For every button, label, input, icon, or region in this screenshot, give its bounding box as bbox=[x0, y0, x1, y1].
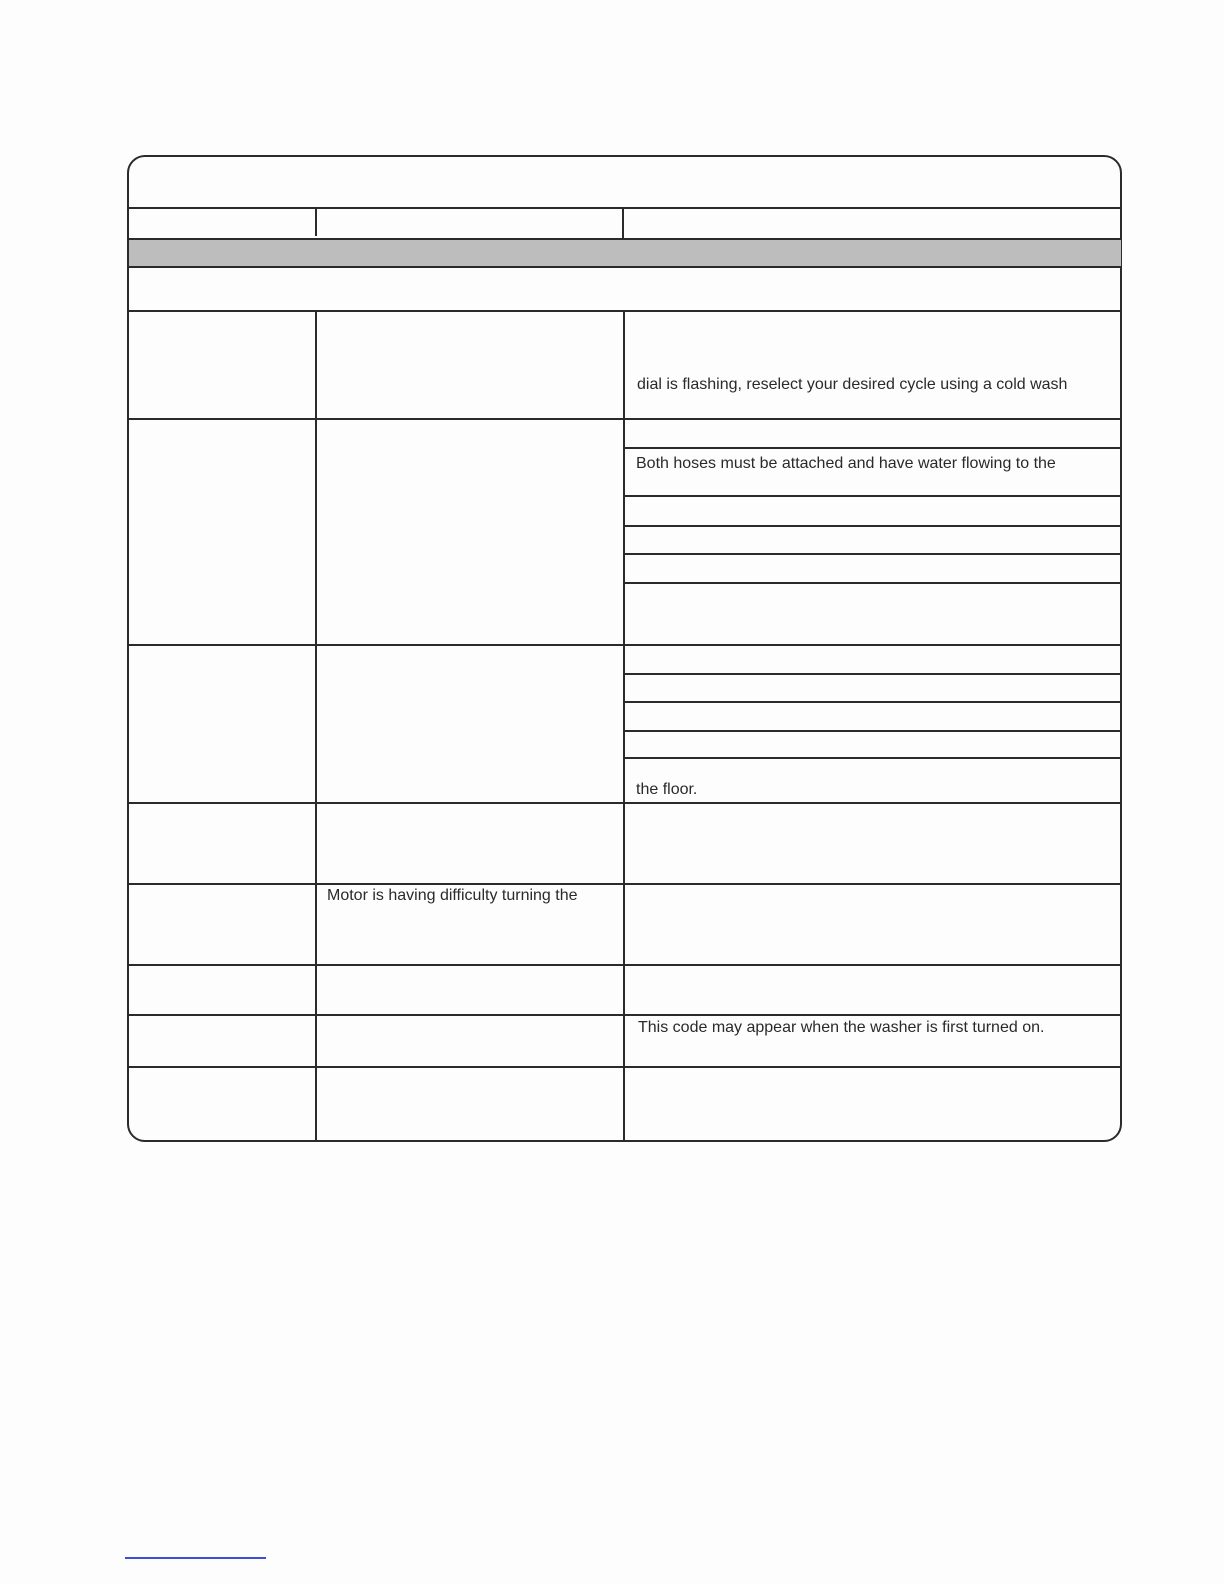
row-divider bbox=[129, 964, 1121, 966]
sub-row-divider bbox=[625, 525, 1121, 527]
row-divider bbox=[129, 644, 1121, 646]
row-divider bbox=[129, 1014, 1121, 1016]
sub-row-divider bbox=[625, 673, 1121, 675]
cause-text: Motor is having difficulty turning the bbox=[327, 887, 578, 904]
row-divider bbox=[129, 418, 1121, 420]
section-band-divider bbox=[129, 266, 1121, 268]
solution-text: the floor. bbox=[636, 781, 698, 798]
column-divider bbox=[315, 311, 317, 1141]
solution-text: Both hoses must be attached and have water flowing to the bbox=[636, 455, 1056, 472]
section-band bbox=[129, 240, 1121, 266]
row-divider bbox=[129, 802, 1121, 804]
sub-row-divider bbox=[625, 582, 1121, 584]
solution-text: dial is flashing, reselect your desired cycle using a cold wash bbox=[637, 376, 1068, 393]
row-divider bbox=[129, 310, 1121, 312]
sub-row-divider bbox=[625, 757, 1121, 759]
sub-row-divider bbox=[625, 447, 1121, 449]
footer-link-underline[interactable] bbox=[125, 1557, 266, 1559]
row-divider bbox=[129, 1066, 1121, 1068]
sub-row-divider bbox=[625, 495, 1121, 497]
sub-row-divider bbox=[625, 730, 1121, 732]
sub-row-divider bbox=[625, 553, 1121, 555]
header-divider bbox=[129, 207, 1121, 209]
column-divider bbox=[315, 209, 317, 236]
sub-row-divider bbox=[625, 701, 1121, 703]
row-divider bbox=[129, 883, 1121, 885]
column-divider bbox=[622, 209, 624, 239]
solution-text: This code may appear when the washer is first turned on. bbox=[638, 1019, 1045, 1036]
column-divider bbox=[623, 311, 625, 1141]
